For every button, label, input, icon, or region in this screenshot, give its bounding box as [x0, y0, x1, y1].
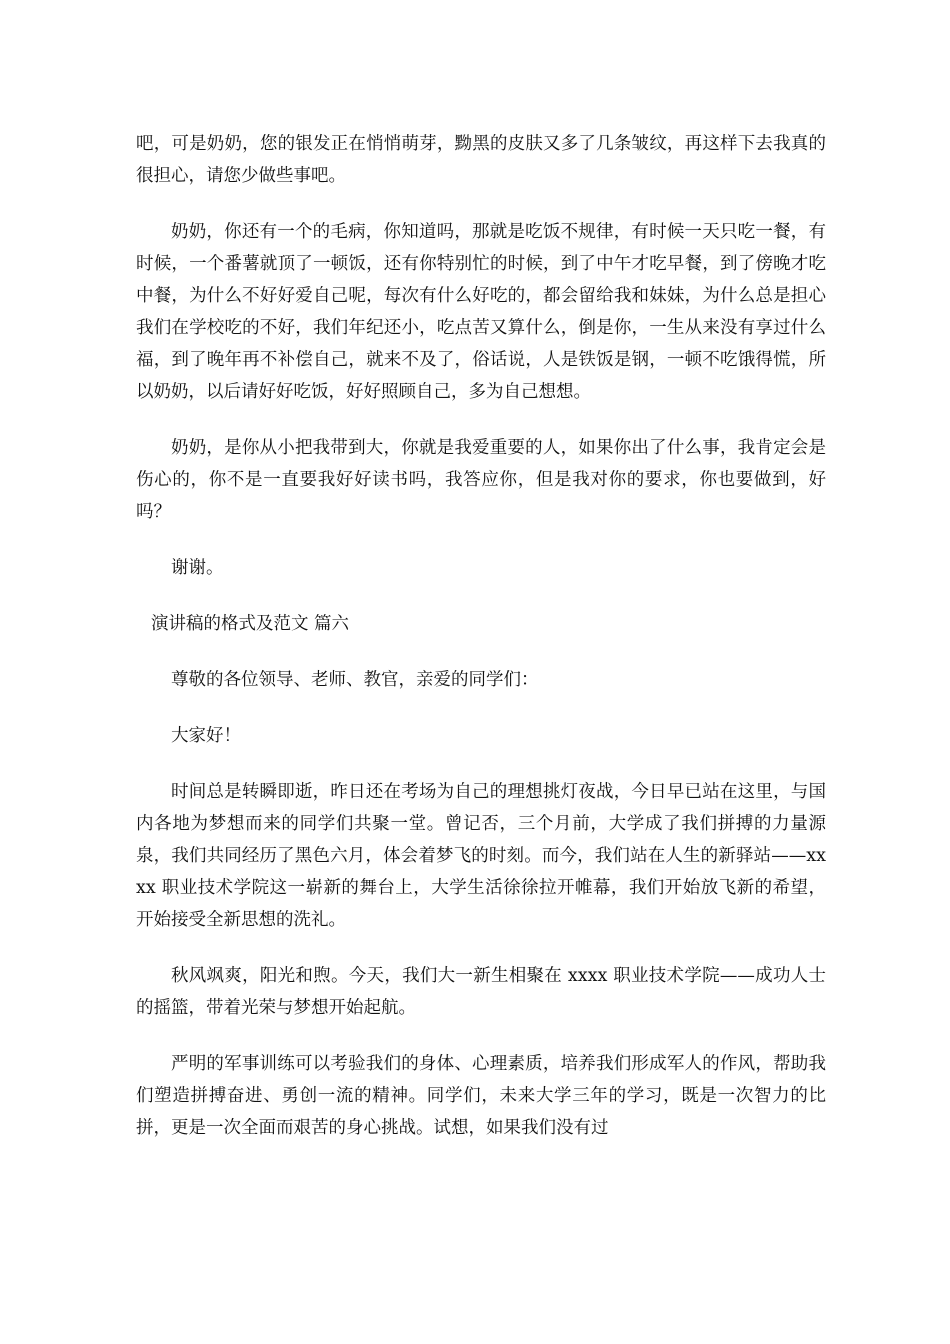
paragraph-2: 奶奶，你还有一个的毛病，你知道吗，那就是吃饭不规律，有时候一天只吃一餐，有时候，一个番薯就顶了一顿饭，还有你特别忙的时候，到了中午才吃早餐，到了傍晚才吃中餐，为什么不好好爱自己呢，每次有什么好吃的，都会留给我和妹妹，为什么总是担心我们在学校吃的不好，我们年纪还小，吃点苦又算什么，倒是你，一生从来没有享过什么福，到了晚年再不补偿自己，就来不及了，俗话说，人是铁饭是钢，一顿不吃饿得慌，所以奶奶，以后请好好吃饭，好好照顾自己，多为自己想想。 [136, 222, 826, 402]
section-heading-text: 演讲稿的格式及范文 篇六 [151, 614, 350, 634]
paragraph-3: 奶奶，是你从小把我带到大，你就是我爱重要的人，如果你出了什么事，我肯定会是伤心的，你不是一直要我好好读书吗，我答应你，但是我对你的要求，你也要做到，好吗？ [136, 438, 826, 522]
paragraph-4: 谢谢。 [171, 558, 224, 578]
paragraph-6: 大家好！ [171, 726, 241, 746]
paragraph-9: 严明的军事训练可以考验我们的身体、心理素质，培养我们形成军人的作风，帮助我们塑造拼搏奋进、勇创一流的精神。同学们，未来大学三年的学习，既是一次智力的比拼，更是一次全面而艰苦的身心挑战。试想，如果我们没有过 [136, 1054, 826, 1138]
paragraph-1: 吧，可是奶奶，您的银发正在悄悄萌芽，黝黑的皮肤又多了几条皱纹，再这样下去我真的很担心，请您少做些事吧。 [136, 134, 826, 186]
document-body [136, 128, 826, 1168]
paragraph-8: 秋风飒爽，阳光和煦。今天，我们大一新生相聚在 xxxx 职业技术学院——成功人士的摇篮，带着光荣与梦想开始起航。 [136, 966, 826, 1018]
section-heading [136, 608, 826, 640]
paragraph-7: 时间总是转瞬即逝，昨日还在考场为自己的理想挑灯夜战，今日早已站在这里，与国内各地为梦想而来的同学们共聚一堂。曾记否，三个月前，大学成了我们拼搏的力量源泉，我们共同经历了黑色六月，体会着梦飞的时刻。而今，我们站在人生的新驿站——xxxx 职业技术学院这一崭新的舞台上，大学生活徐徐拉开帷幕，我们开始放飞新的希望，开始接受全新思想的洗礼。 [136, 782, 826, 930]
paragraph-5: 尊敬的各位领导、老师、教官，亲爱的同学们： [171, 670, 539, 690]
